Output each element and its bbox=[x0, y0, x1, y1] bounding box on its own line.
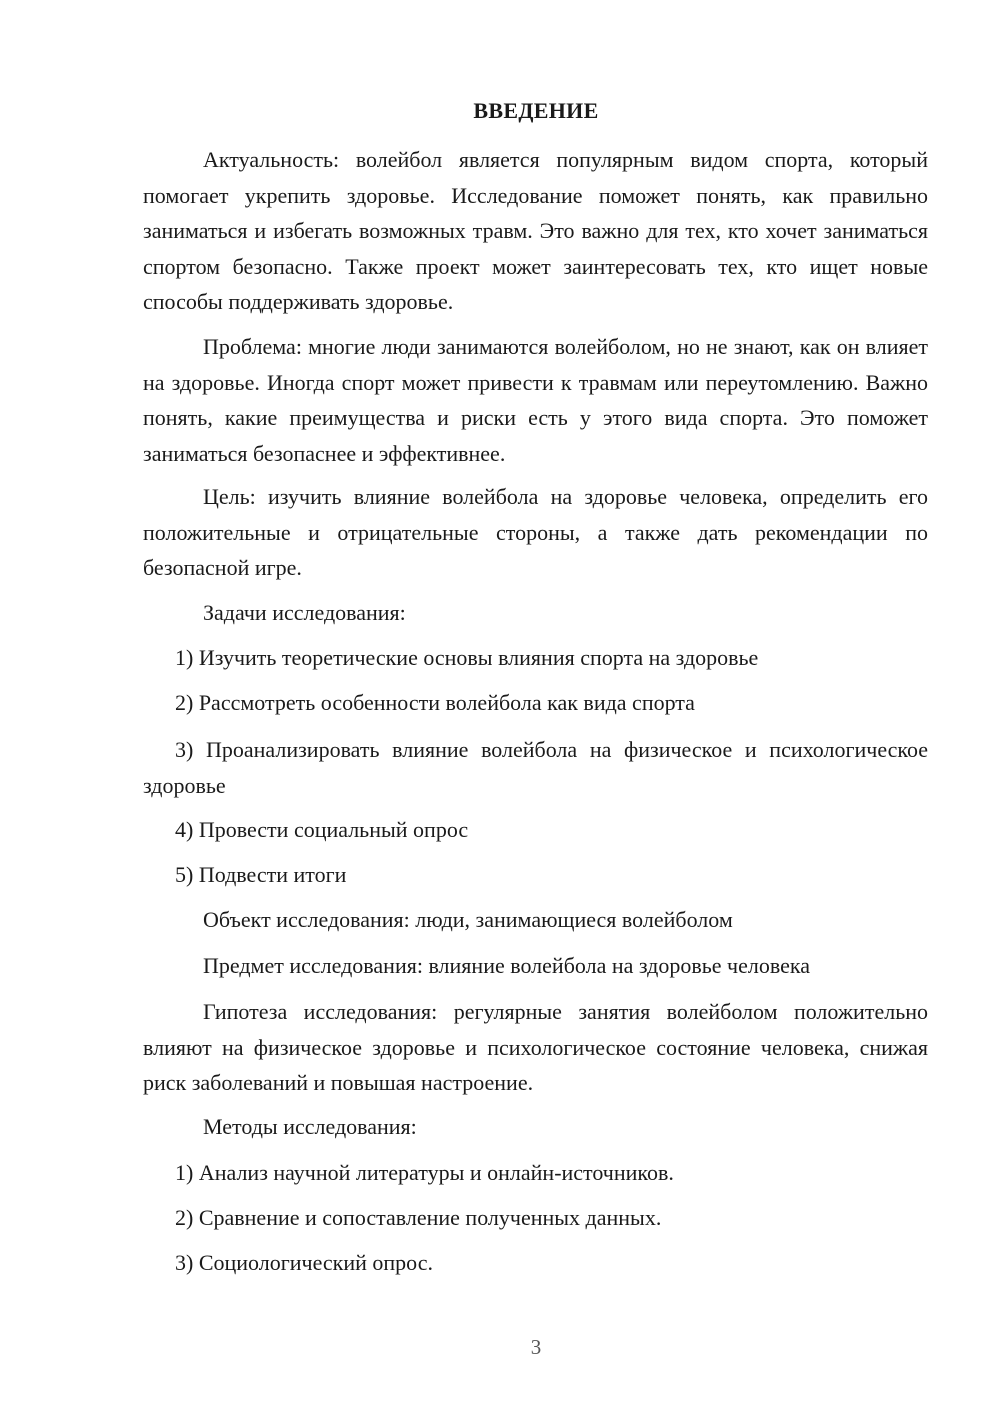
method-item: 2) Сравнение и сопоставление полученных данных. bbox=[175, 1205, 662, 1230]
method-item: 1) Анализ научной литературы и онлайн-источников. bbox=[175, 1160, 674, 1185]
research-subject: Предмет исследования: влияние волейбола на здоровье человека bbox=[203, 953, 810, 978]
relevance-paragraph: Актуальность: волейбол является популярным видом спорта, который помогает укрепить здоровье. Исследование поможет понять, как правильно заниматься и избегать возможных травм. Это важно для тех, кто хочет заниматься спортом безопасно. Также проект может заинтересовать тех, кто ищет новые способы поддерживать здоровье. bbox=[143, 147, 928, 314]
goal-paragraph: Цель: изучить влияние волейбола на здоровье человека, определить его положительные и отрицательные стороны, а также дать рекомендации по безопасной игре. bbox=[143, 484, 928, 580]
problem-paragraph: Проблема: многие люди занимаются волейболом, но не знают, как он влияет на здоровье. Иногда спорт может привести к травмам или переутомлению. Важно понять, какие преимущества и риски есть у этого вида спорта. Это поможет заниматься безопаснее и эффективнее. bbox=[143, 334, 928, 466]
tasks-heading: Задачи исследования: bbox=[203, 600, 406, 625]
task-item: 4) Провести социальный опрос bbox=[175, 817, 469, 842]
research-object: Объект исследования: люди, занимающиеся волейболом bbox=[203, 907, 733, 932]
task-item: 2) Рассмотреть особенности волейбола как вида спорта bbox=[175, 690, 695, 715]
method-item: 3) Социологический опрос. bbox=[175, 1250, 433, 1275]
page-title: ВВЕДЕНИЕ bbox=[473, 98, 599, 123]
page-number: 3 bbox=[530, 1335, 542, 1359]
task-item: 5) Подвести итоги bbox=[175, 862, 347, 887]
hypothesis-paragraph: Гипотеза исследования: регулярные занятия волейболом положительно влияют на физическое здоровье и психологическое состояние человека, снижая риск заболеваний и повышая настроение. bbox=[143, 999, 928, 1095]
task-item: 3) Проанализировать влияние волейбола на физическое и психологическое здоровье bbox=[143, 737, 928, 798]
methods-heading: Методы исследования: bbox=[203, 1114, 417, 1139]
task-item: 1) Изучить теоретические основы влияния спорта на здоровье bbox=[175, 645, 759, 670]
